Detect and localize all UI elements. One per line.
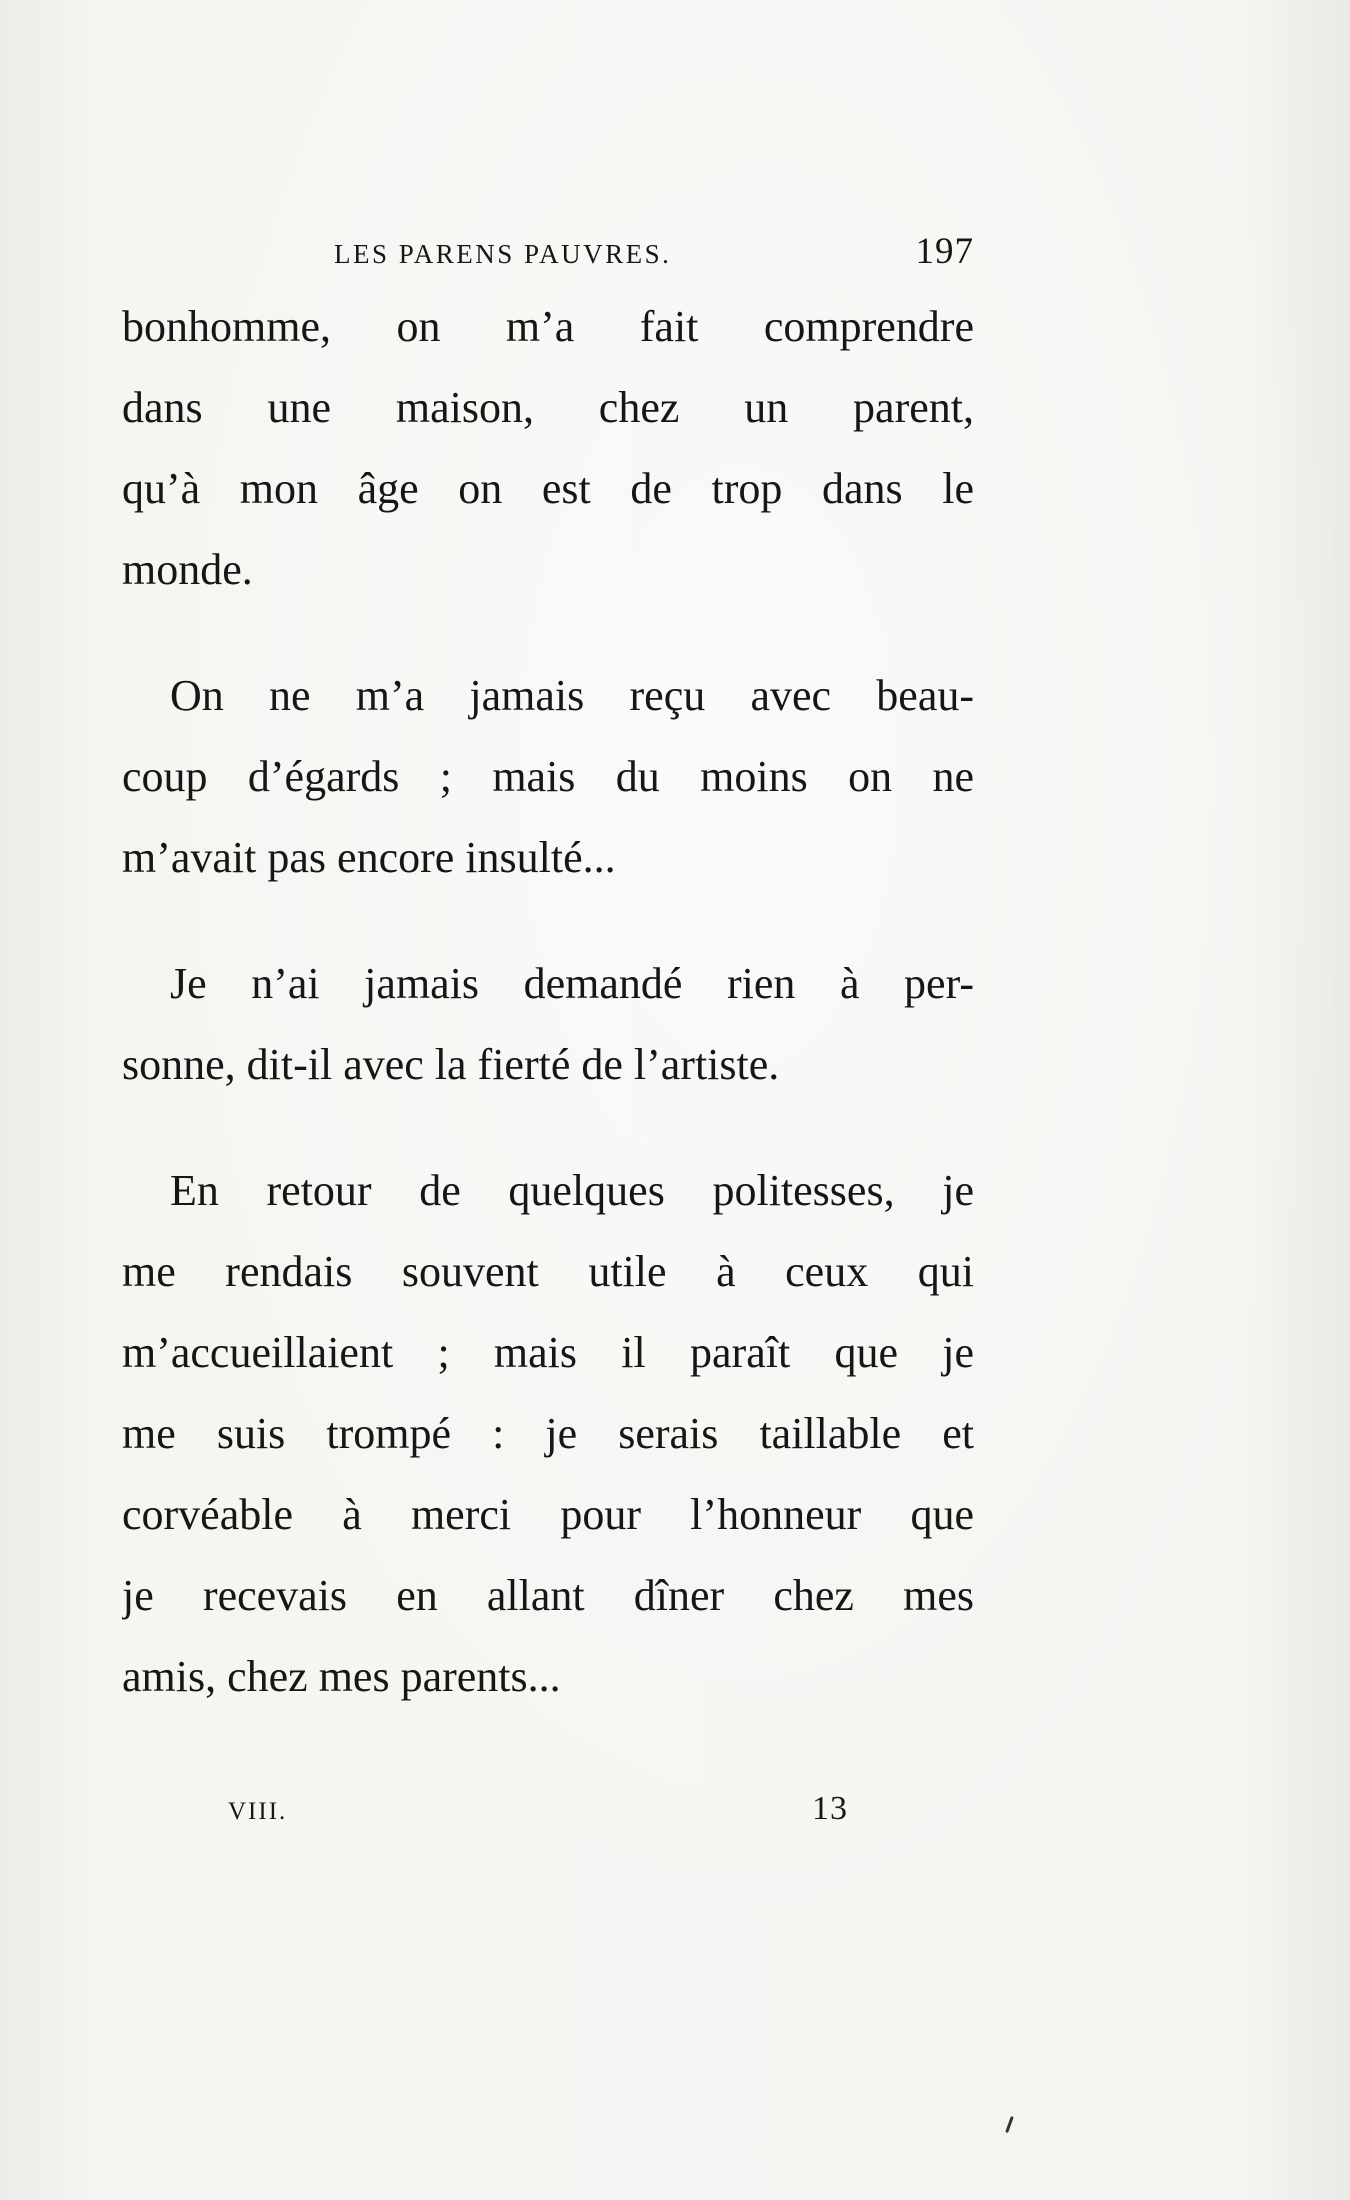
text-line: coup d’égards ; mais du moins on ne <box>122 752 974 801</box>
text-line: me rendais souvent utile à ceux qui <box>122 1247 974 1296</box>
text-line: On ne m’a jamais reçu avec beau- <box>170 671 974 720</box>
text-line: corvéable à merci pour l’honneur que <box>122 1490 974 1539</box>
text-line: amis, chez mes parents... <box>122 1652 561 1701</box>
text-line: dans une maison, chez un parent, <box>122 383 974 432</box>
paragraph-1 <box>122 286 974 610</box>
stray-ink-mark <box>1005 2116 1014 2133</box>
running-title: LES PARENS PAUVRES. <box>334 239 672 269</box>
text-line: me suis trompé : je serais taillable et <box>122 1409 974 1458</box>
text-block <box>122 230 974 1717</box>
text-line: je recevais en allant dîner chez mes <box>122 1571 974 1620</box>
text-line: monde. <box>122 545 253 594</box>
text-line: m’avait pas encore insulté... <box>122 833 616 882</box>
paragraph-2 <box>122 655 974 898</box>
page-number: 197 <box>915 231 974 272</box>
running-head <box>122 230 974 286</box>
text-line: m’accueillaient ; mais il paraît que je <box>122 1328 974 1377</box>
text-line: Je n’ai jamais demandé rien à per- <box>170 959 974 1008</box>
paragraph-spacer <box>122 1105 974 1150</box>
signature-number: 13 <box>812 1790 848 1827</box>
paragraph-spacer <box>122 898 974 943</box>
text-line: sonne, dit-il avec la fierté de l’artiste. <box>122 1040 780 1089</box>
text-line: qu’à mon âge on est de trop dans le <box>122 464 974 513</box>
paragraph-3 <box>122 943 974 1105</box>
signature-roman: VIII. <box>228 1798 288 1825</box>
paragraph-4 <box>122 1150 974 1717</box>
text-line: bonhomme, on m’a fait comprendre <box>122 302 974 351</box>
page-footer <box>228 1790 848 1828</box>
text-line: En retour de quelques politesses, je <box>170 1166 974 1215</box>
paragraph-spacer <box>122 610 974 655</box>
